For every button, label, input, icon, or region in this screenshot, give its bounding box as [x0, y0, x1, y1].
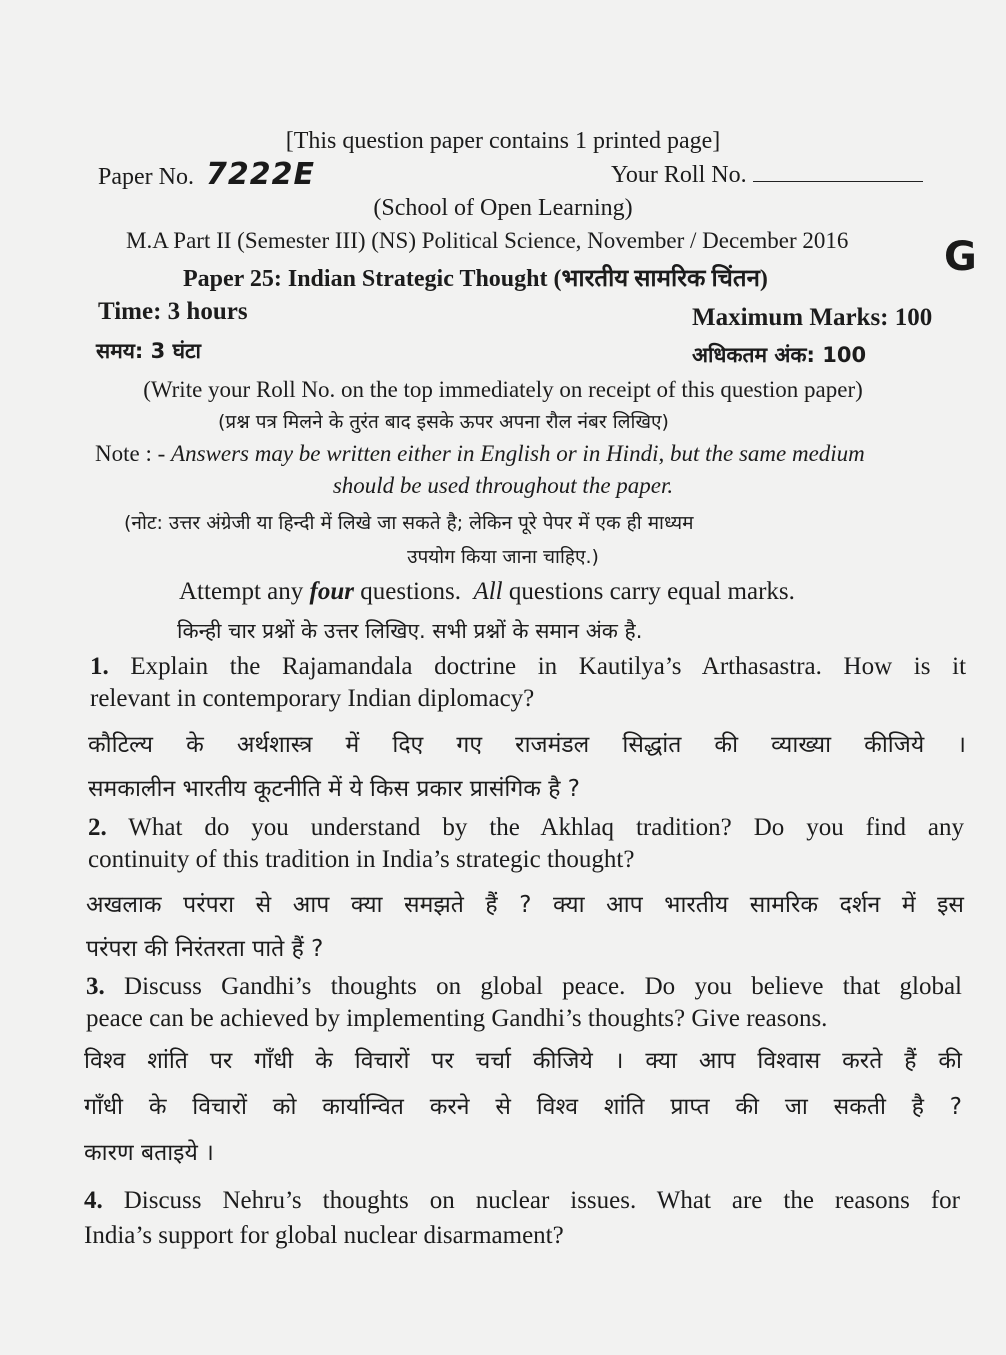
paper-number-label: Paper No.: [98, 164, 194, 190]
attempt-instruction-hi: किन्ही चार प्रश्नों के उत्तर लिखिए. सभी प्रश्नों के समान अंक है.: [177, 619, 643, 643]
question-2-number: 2.: [88, 814, 107, 841]
question-1-en: [90, 651, 966, 715]
question-1-en-line-2: relevant in contemporary Indian diplomacy?: [90, 685, 535, 712]
note-hi-line-1: (नोट: उत्तर अंग्रेजी या हिन्दी में लिखे जा सकते है; लेकिन पूरे पेपर में एक ही माध्यम: [124, 512, 694, 534]
attempt-instruction-en: [179, 578, 795, 606]
question-4-en-line-1: Discuss Nehru’s thoughts on nuclear issues. What are the reasons for: [123, 1187, 961, 1214]
question-3-hi-line-1: विश्व शांति पर गाँधी के विचारों पर चर्चा कीजिये । क्या आप विश्वास करते हैं की: [84, 1048, 962, 1074]
school-name: (School of Open Learning): [373, 195, 633, 221]
question-1-hi-line-1: कौटिल्य के अर्थशास्त्र में दिए गए राजमंडल सिद्धांत की व्याख्या कीजिये ।: [88, 732, 966, 758]
max-marks-en: Maximum Marks: 100: [692, 304, 933, 331]
roll-number: [611, 162, 923, 189]
attempt-all: All: [473, 578, 503, 605]
attempt-four: four: [309, 578, 354, 605]
course-details: M.A Part II (Semester III) (NS) Political Science, November / December 2016: [126, 228, 849, 253]
question-4-number: 4.: [84, 1187, 103, 1214]
question-2-hi: [86, 883, 964, 971]
paper-number: [98, 157, 315, 192]
printed-page-note: [This question paper contains 1 printed page]: [285, 128, 721, 154]
max-marks-hi: अधिकतम अंक: 100: [692, 343, 867, 367]
roll-instruction-hi: (प्रश्न पत्र मिलने के तुरंत बाद इसके ऊपर अपना रौल नंबर लिखिए): [218, 411, 669, 433]
attempt-text-3: questions carry equal marks.: [508, 578, 795, 605]
question-2-en-line-1: What do you understand by the Akhlaq tradition? Do you find any: [128, 814, 964, 841]
note-en-line-2: should be used throughout the paper.: [332, 473, 674, 498]
question-1-en-line-1: Explain the Rajamandala doctrine in Kautilya’s Arthasastra. How is it: [130, 653, 967, 680]
question-4-en: [84, 1183, 960, 1253]
question-2-hi-line-1: अखलाक परंपरा से आप क्या समझते हैं ? क्या आप भारतीय सामरिक दर्शन में इस: [86, 892, 964, 918]
question-3-hi-line-3: कारण बताइये ।: [84, 1140, 214, 1166]
question-3-hi: [84, 1038, 962, 1176]
paper-number-value: 7222E: [205, 157, 315, 192]
question-3-en-line-1: Discuss Gandhi’s thoughts on global peace. Do you believe that global: [124, 973, 962, 1000]
note-en-line-1: [95, 441, 865, 467]
paper-title: Paper 25: Indian Strategic Thought (भारतीय सामरिक चिंतन): [183, 266, 768, 292]
question-2-hi-line-2: परंपरा की निरंतरता पाते हैं ?: [86, 936, 324, 962]
roll-number-blank[interactable]: [753, 163, 923, 182]
question-1-hi: [88, 723, 966, 811]
roll-number-label: Your Roll No.: [611, 162, 747, 188]
question-3-en: [86, 971, 962, 1035]
question-4-en-line-2: India’s support for global nuclear disarmament?: [84, 1222, 564, 1249]
attempt-text-1: Attempt any: [179, 578, 304, 605]
set-mark: G: [944, 234, 977, 280]
question-3-hi-line-2: गाँधी के विचारों को कार्यान्वित करने से विश्व शांति प्राप्त की जा सकती है ?: [84, 1094, 962, 1120]
note-label: Note : -: [95, 441, 166, 466]
time-hi: समय: 3 घंटा: [96, 339, 201, 363]
question-2-en-line-2: continuity of this tradition in India’s strategic thought?: [88, 846, 635, 873]
roll-instruction-en: (Write your Roll No. on the top immediately on receipt of this question paper): [143, 377, 863, 402]
question-1-hi-line-2: समकालीन भारतीय कूटनीति में ये किस प्रकार प्रासंगिक है ?: [88, 776, 580, 802]
question-3-number: 3.: [86, 973, 105, 1000]
question-2-en: [88, 812, 964, 876]
note-text-1: Answers may be written either in English or in Hindi, but the same medium: [171, 441, 865, 466]
question-1-number: 1.: [90, 653, 109, 680]
note-hi-line-2: उपयोग किया जाना चाहिए.): [407, 546, 599, 568]
question-3-en-line-2: peace can be achieved by implementing Gandhi’s thoughts? Give reasons.: [86, 1005, 828, 1032]
attempt-text-2: questions.: [360, 578, 461, 605]
time-en: Time: 3 hours: [98, 298, 248, 325]
